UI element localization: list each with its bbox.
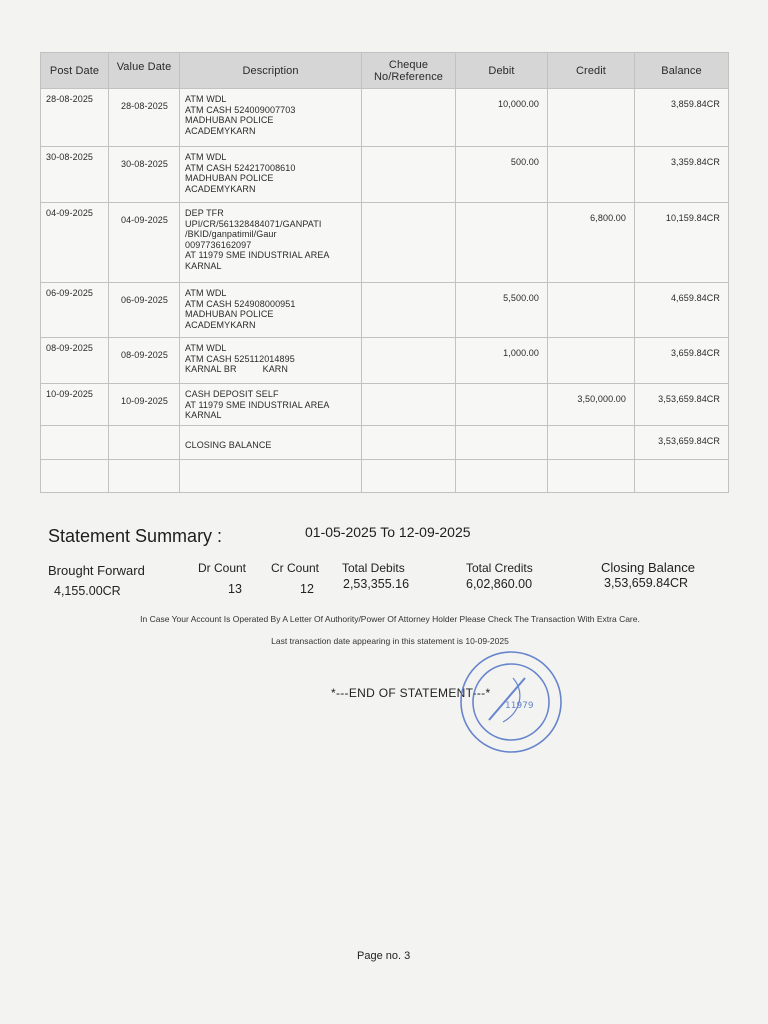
label-brought-forward: Brought Forward [48, 563, 145, 578]
description: ATM WDL ATM CASH 524009007703 MADHUBAN POLICE ACADEMYKARN [185, 94, 296, 136]
header-cheque: Cheque No/Reference [362, 53, 456, 89]
value-date: 06-09-2025 [120, 295, 169, 305]
value-total-credits: 6,02,860.00 [466, 577, 533, 591]
closing-balance-row [41, 426, 729, 460]
credit: 3,50,000.00 [577, 394, 626, 404]
last-transaction-note: Last transaction date appearing in this statement is 10-09-2025 [271, 636, 509, 646]
cheque-ref [362, 338, 455, 343]
description: DEP TFR UPI/CR/561328484071/GANPATI /BKID/ganpatimil/Gaur 0097736162097 AT 11979 SME INDUSTRIAL AREA KARNAL [185, 208, 330, 271]
debit: 5,500.00 [503, 293, 539, 303]
balance: 4,659.84CR [670, 293, 720, 303]
label-total-credits: Total Credits [466, 561, 533, 575]
label-dr-count: Dr Count [198, 561, 247, 575]
table-row [41, 384, 729, 426]
value-cr-count: 12 [300, 582, 314, 596]
credit [548, 89, 634, 99]
label-closing-balance: Closing Balance [601, 560, 695, 575]
value-date: 04-09-2025 [120, 215, 169, 225]
post-date: 28-08-2025 [46, 94, 94, 104]
stamp-code: 11979 [505, 701, 534, 711]
table-footer-band [41, 460, 729, 493]
value-date: 28-08-2025 [120, 101, 169, 111]
value-dr-count: 13 [228, 582, 242, 596]
credit [548, 283, 634, 293]
post-date: 30-08-2025 [46, 152, 94, 162]
balance: 3,359.84CR [670, 157, 720, 167]
value-closing-balance: 3,53,659.84CR [604, 576, 689, 590]
post-date: 06-09-2025 [46, 288, 94, 298]
credit [548, 338, 634, 348]
bank-seal-stamp [455, 648, 567, 756]
header-value-date: Value Date [109, 53, 180, 89]
summary-title: Statement Summary : [48, 526, 223, 546]
table-header-row [41, 53, 729, 89]
table-row [41, 147, 729, 203]
label-cr-count: Cr Count [271, 561, 320, 575]
label-total-debits: Total Debits [342, 561, 405, 575]
value-brought-forward: 4,155.00CR [54, 584, 121, 598]
debit: 500.00 [510, 157, 539, 167]
debit [456, 203, 547, 213]
value-total-debits: 2,53,355.16 [343, 577, 410, 591]
credit: 6,800.00 [590, 213, 626, 223]
post-date: 04-09-2025 [46, 208, 94, 218]
closing-balance-label: CLOSING BALANCE [185, 440, 272, 450]
header-description: Description [180, 53, 362, 89]
description: ATM WDL ATM CASH 524908000951 MADHUBAN POLICE ACADEMYKARN [185, 288, 296, 330]
cheque-ref [362, 89, 455, 94]
header-debit: Debit [456, 53, 548, 89]
balance: 3,53,659.84CR [658, 394, 720, 404]
value-date: 10-09-2025 [120, 396, 169, 406]
credit [548, 147, 634, 157]
description: CASH DEPOSIT SELF AT 11979 SME INDUSTRIAL AREA KARNAL [185, 389, 330, 420]
post-date: 10-09-2025 [46, 389, 94, 399]
cheque-ref [362, 384, 455, 389]
post-date: 08-09-2025 [46, 343, 94, 353]
end-of-statement: *---END OF STATEMENT---* [331, 686, 491, 700]
balance: 3,859.84CR [670, 99, 720, 109]
balance: 3,659.84CR [670, 348, 720, 358]
header-credit: Credit [548, 53, 635, 89]
page-number: Page no. 3 [357, 950, 411, 962]
value-date: 08-09-2025 [120, 350, 169, 360]
cheque-ref [362, 283, 455, 288]
closing-balance-value: 3,53,659.84CR [658, 436, 720, 446]
table-row [41, 89, 729, 147]
debit [456, 384, 547, 394]
table-row [41, 203, 729, 283]
description: ATM WDL ATM CASH 524217008610 MADHUBAN POLICE ACADEMYKARN [185, 152, 296, 194]
transactions-table [40, 52, 729, 493]
cheque-ref [362, 203, 455, 208]
value-date: 30-08-2025 [120, 159, 169, 169]
cheque-ref [362, 147, 455, 152]
table-row [41, 283, 729, 338]
table-row [41, 338, 729, 384]
header-balance: Balance [635, 53, 729, 89]
header-post-date: Post Date [41, 53, 109, 89]
description: ATM WDL ATM CASH 525112014895 KARNAL BR KARN [185, 343, 295, 374]
balance: 10,159.84CR [665, 213, 720, 223]
debit: 10,000.00 [498, 99, 539, 109]
authority-note: In Case Your Account Is Operated By A Letter Of Authority/Power Of Attorney Holder Please Check The Transaction With Extra Care. [140, 614, 640, 624]
summary-period: 01-05-2025 To 12-09-2025 [305, 524, 471, 540]
debit: 1,000.00 [503, 348, 539, 358]
